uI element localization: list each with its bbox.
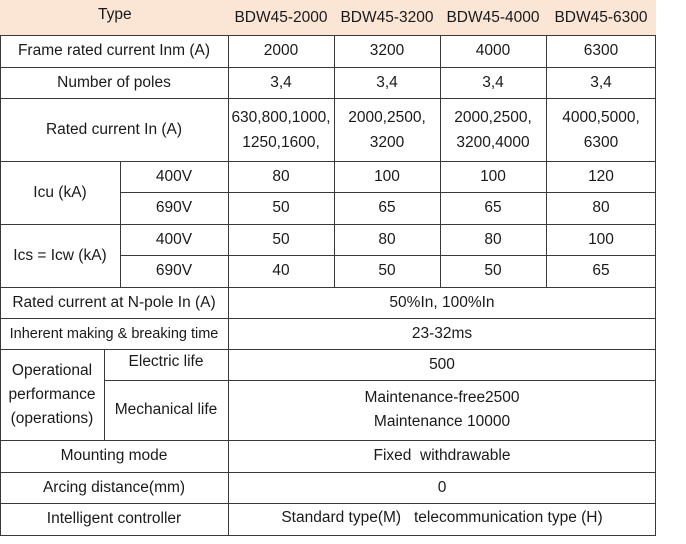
ics-400v-value: 80 [378,230,396,248]
ics-690v-value: 50 [484,262,502,279]
header-model-2: BDW45-3200 [334,0,440,35]
ics-690v-label: 690V [155,262,193,279]
rated-current-value: 2000,2500, 3200,4000 [454,108,532,151]
table-rule [0,349,656,350]
icu-400v-value: 100 [480,167,506,185]
mounting-value: Fixed withdrawable [373,447,511,464]
table-rule [228,35,229,536]
icu-400v-label: 400V [155,167,193,185]
table-rule [0,98,656,99]
icu-400v-value: 80 [272,167,290,185]
table-rule [546,35,547,287]
ics-690v-value: 50 [378,262,396,279]
table-rule [0,318,656,319]
icu-690v-value: 65 [484,199,502,216]
making-breaking-value: 23-32ms [411,324,473,342]
table-rule [104,349,105,440]
making-breaking-label: Inherent making & breaking time [9,325,219,342]
rated-current-label: Rated current In (A) [45,120,183,138]
ics-400v-label: 400V [155,230,193,248]
ics-400v-value: 50 [272,230,290,248]
poles-value: 3,4 [590,73,612,91]
poles-value: 3,4 [270,73,292,91]
table-rule [0,287,656,288]
header-type-cell [0,0,228,35]
table-rule [0,535,656,536]
header-model-3: BDW45-4000 [440,0,546,35]
npole-current-value: 50%In, 100%In [389,293,495,311]
controller-label: Intelligent controller [46,510,182,527]
icu-400v-value: 100 [374,167,400,185]
ics-690v-value: 65 [592,262,610,279]
rated-current-value: 2000,2500, 3200 [348,108,426,151]
table-rule [0,472,656,473]
header-model-4: BDW45-6300 [546,0,656,35]
icu-690v-value: 80 [592,199,610,216]
ics-400v-value: 80 [484,230,502,248]
table-rule [0,503,656,504]
electric-life-label: Electric life [128,353,204,370]
ics-label: Ics = Icw (kA) [13,246,107,264]
poles-value: 3,4 [376,73,398,91]
icu-690v-value: 50 [272,199,290,216]
table-rule [334,35,335,287]
icu-690v-value: 65 [378,199,396,216]
electric-life-value: 500 [429,355,455,373]
frame-current-value: 6300 [583,42,619,59]
arcing-value: 0 [437,478,447,496]
icu-400v-value: 120 [588,167,614,185]
table-rule [0,440,656,441]
table-rule [655,35,656,536]
poles-label: Number of poles [57,73,171,91]
table-rule [120,255,656,256]
ics-690v-value: 40 [272,262,290,279]
icu-690v-label: 690V [155,199,193,216]
table-rule [0,67,656,68]
table-rule [104,380,656,381]
table-rule [0,161,656,162]
npole-current-label: Rated current at N-pole In (A) [12,293,216,311]
mounting-label: Mounting mode [60,447,168,464]
rated-current-value: 4000,5000, 6300 [562,108,640,151]
frame-current-value: 4000 [475,42,511,59]
table-rule [0,35,1,536]
icu-label: Icu (kA) [33,183,87,201]
poles-value: 3,4 [482,73,504,91]
frame-current-value: 3200 [369,42,405,59]
operational-label: Operational performance (operations) [8,361,96,427]
ics-400v-value: 100 [588,230,614,248]
header-model-1: BDW45-2000 [228,0,334,35]
table-rule [440,35,441,287]
mechanical-life-label: Mechanical life [114,401,218,418]
table-rule [120,161,121,287]
arcing-label: Arcing distance(mm) [42,478,186,496]
table-rule [0,35,656,36]
rated-current-value: 630,800,1000, 1250,1600, [231,108,331,151]
table-rule [0,224,656,225]
frame-current-value: 2000 [263,42,299,59]
controller-value: Standard type(M) telecommunication type (H) [281,509,603,526]
header-type-label: Type [98,6,132,23]
table-rule [120,192,656,193]
mechanical-life-value: Maintenance-free2500 Maintenance 10000 [364,389,520,430]
frame-current-label: Frame rated current Inm (A) [17,42,211,59]
